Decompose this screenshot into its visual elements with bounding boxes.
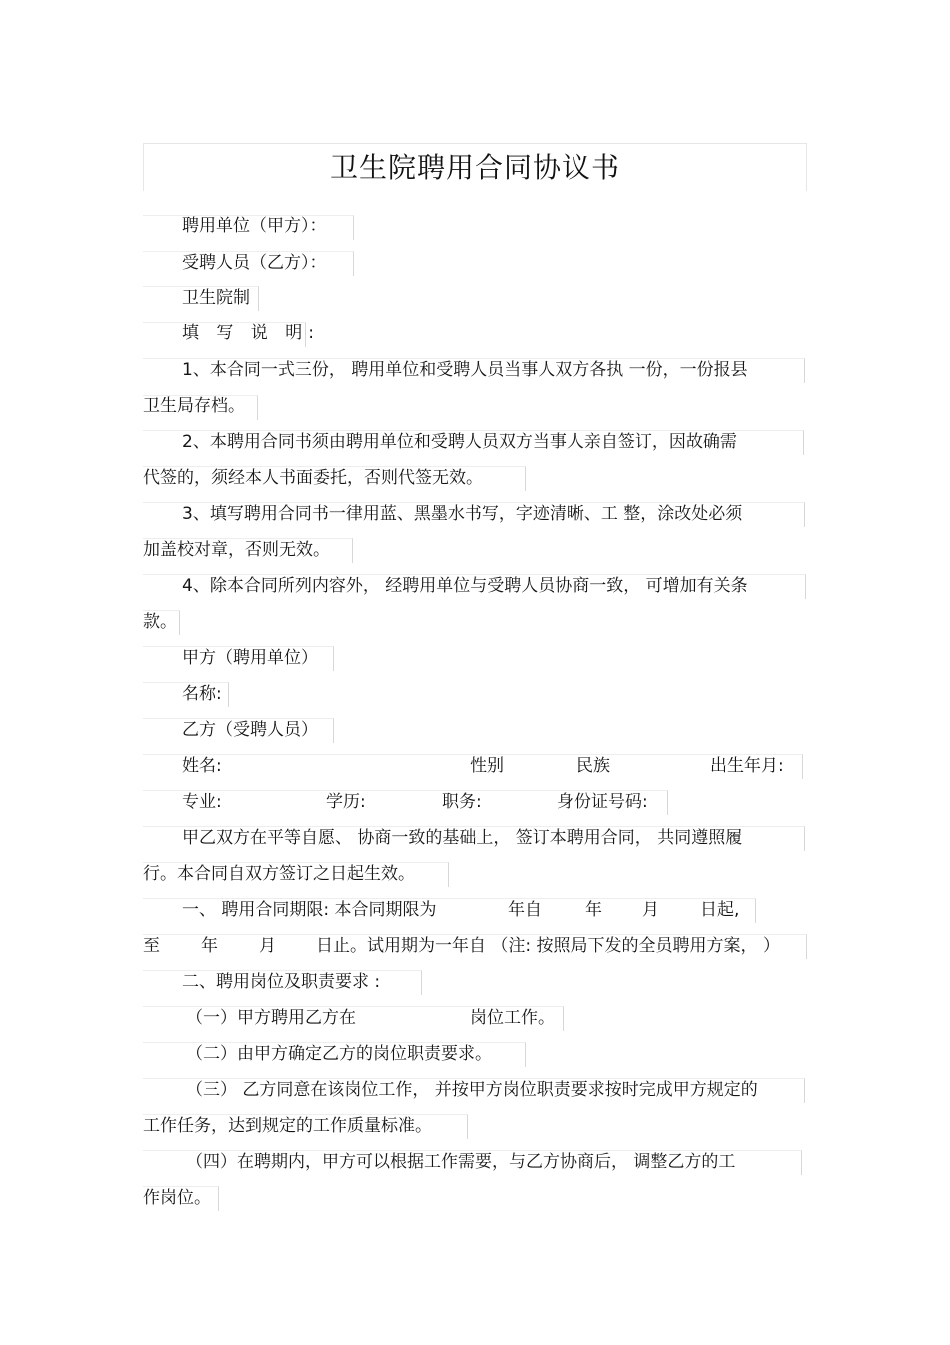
employer-label: 聘用单位（甲方）： — [182, 216, 327, 236]
section1-day-start: 日起, — [700, 900, 740, 920]
instruction-1-line1: 1、本合同一式三份， 聘用单位和受聘人员当事人双方各执 一份，一份报县 — [182, 360, 748, 380]
employee-label: 受聘人员（乙方）： — [182, 253, 327, 273]
party-b-ethnicity-label: 民族 — [576, 756, 610, 776]
section1-to-month: 月 — [259, 936, 276, 956]
party-a-name-label: 名称: — [182, 684, 222, 704]
section2-item1-a: （一）甲方聘用乙方在 — [186, 1008, 356, 1028]
instruction-2-line1: 2、本聘用合同书须由聘用单位和受聘人员双方当事人亲自签订，因故确需 — [182, 432, 737, 452]
issuer-text: 卫生院制 — [182, 288, 250, 308]
section1-year: 年 — [585, 900, 602, 920]
preamble-line1: 甲乙双方在平等自愿、 协商一致的基础上， 签订本聘用合同， 共同遵照履 — [182, 828, 743, 848]
section2-item3-line2: 工作任务，达到规定的工作质量标准。 — [143, 1116, 432, 1136]
instruction-4-line1: 4、除本合同所列内容外， 经聘用单位与受聘人员协商一致， 可增加有关条 — [182, 576, 748, 596]
section1-to-year: 年 — [201, 936, 218, 956]
section2-item4-line1: （四）在聘期内，甲方可以根据工作需要，与乙方协商后， 调整乙方的工 — [186, 1152, 736, 1172]
section1-to-end: 日止。试用期为一年自 （注: 按照局下发的全员聘用方案， ） — [316, 936, 780, 956]
preamble-line2: 行。本合同自双方签订之日起生效。 — [143, 864, 415, 884]
party-b-gender-label: 性别 — [470, 756, 504, 776]
party-b-education-label: 学历: — [326, 792, 366, 812]
document-title: 卫生院聘用合同协议书 — [329, 151, 620, 184]
party-b-birth-label: 出生年月: — [710, 756, 784, 776]
instruction-4-line2: 款。 — [143, 612, 177, 632]
party-b-major-label: 专业: — [182, 792, 222, 812]
section1-term-label: 一、 聘用合同期限: 本合同期限为 — [182, 900, 437, 920]
party-b-heading: 乙方（受聘人员） — [182, 720, 318, 740]
section2-heading: 二、聘用岗位及职责要求 : — [182, 972, 381, 992]
section2-item3-line1: （三） 乙方同意在该岗位工作， 并按甲方岗位职责要求按时完成甲方规定的 — [186, 1080, 758, 1100]
instruction-2-line2: 代签的，须经本人书面委托，否则代签无效。 — [143, 468, 483, 488]
section1-to: 至 — [143, 936, 160, 956]
party-a-heading: 甲方（聘用单位） — [182, 648, 318, 668]
instruction-3-line1: 3、填写聘用合同书一律用蓝、黑墨水书写，字迹清晰、工 整，涂改处必须 — [182, 504, 743, 524]
instruction-1-line2: 卫生局存档。 — [143, 396, 245, 416]
instructions-heading: 填 写 说 明: — [182, 323, 320, 343]
section1-month: 月 — [642, 900, 659, 920]
party-b-id-label: 身份证号码: — [557, 792, 648, 812]
party-b-name-label: 姓名: — [182, 756, 222, 776]
section1-year-from: 年自 — [508, 900, 542, 920]
party-b-position-label: 职务: — [442, 792, 482, 812]
section2-item2: （二）由甲方确定乙方的岗位职责要求。 — [186, 1044, 492, 1064]
section2-item1-b: 岗位工作。 — [470, 1008, 555, 1028]
instruction-3-line2: 加盖校对章，否则无效。 — [143, 540, 330, 560]
section2-item4-line2: 作岗位。 — [143, 1188, 211, 1208]
